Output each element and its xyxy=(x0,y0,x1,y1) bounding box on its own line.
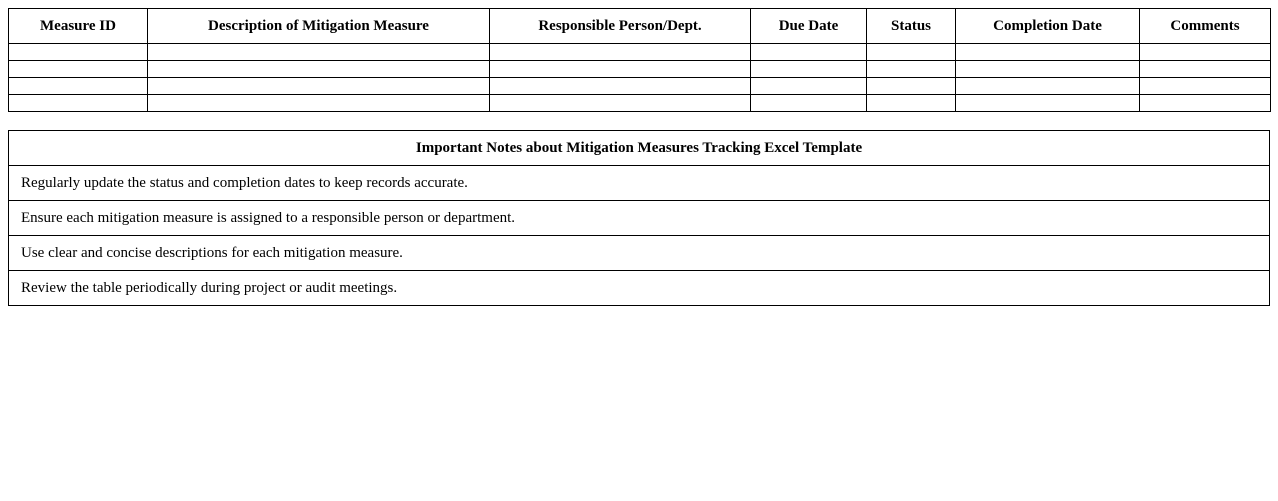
list-item xyxy=(9,166,1270,201)
table-cell[interactable] xyxy=(751,78,867,95)
note-text: Ensure each mitigation measure is assigned to a responsible person or department. xyxy=(9,201,1270,236)
table-cell[interactable] xyxy=(956,61,1140,78)
table-cell[interactable] xyxy=(148,61,490,78)
list-item xyxy=(9,271,1270,306)
list-item xyxy=(9,236,1270,271)
table-cell[interactable] xyxy=(9,95,148,112)
note-text: Review the table periodically during project or audit meetings. xyxy=(9,271,1270,306)
table-cell[interactable] xyxy=(867,78,956,95)
table-cell[interactable] xyxy=(1140,61,1271,78)
table-cell[interactable] xyxy=(1140,44,1271,61)
table-cell[interactable] xyxy=(956,78,1140,95)
column-header-comments: Comments xyxy=(1140,9,1271,44)
table-header-row xyxy=(9,9,1271,44)
table-cell[interactable] xyxy=(867,95,956,112)
table-cell[interactable] xyxy=(956,95,1140,112)
note-text: Regularly update the status and completion dates to keep records accurate. xyxy=(9,166,1270,201)
notes-title: Important Notes about Mitigation Measures Tracking Excel Template xyxy=(9,131,1270,166)
column-header-responsible: Responsible Person/Dept. xyxy=(490,9,751,44)
table-cell[interactable] xyxy=(148,95,490,112)
table-cell[interactable] xyxy=(490,95,751,112)
table-cell[interactable] xyxy=(490,78,751,95)
table-cell[interactable] xyxy=(1140,95,1271,112)
table-cell[interactable] xyxy=(9,78,148,95)
table-cell[interactable] xyxy=(1140,78,1271,95)
table-cell[interactable] xyxy=(490,61,751,78)
table-cell[interactable] xyxy=(867,44,956,61)
table-row xyxy=(9,78,1271,95)
list-item xyxy=(9,201,1270,236)
column-header-description: Description of Mitigation Measure xyxy=(148,9,490,44)
document-body xyxy=(8,8,1270,306)
table-cell[interactable] xyxy=(148,44,490,61)
table-row xyxy=(9,44,1271,61)
column-header-measure-id: Measure ID xyxy=(9,9,148,44)
table-cell[interactable] xyxy=(751,44,867,61)
table-cell[interactable] xyxy=(9,44,148,61)
table-cell[interactable] xyxy=(490,44,751,61)
notes-header-row xyxy=(9,131,1270,166)
mitigation-tracking-table xyxy=(8,8,1271,112)
column-header-completion-date: Completion Date xyxy=(956,9,1140,44)
table-cell[interactable] xyxy=(9,61,148,78)
table-cell[interactable] xyxy=(751,61,867,78)
table-cell[interactable] xyxy=(148,78,490,95)
column-header-due-date: Due Date xyxy=(751,9,867,44)
table-row xyxy=(9,61,1271,78)
table-row xyxy=(9,95,1271,112)
table-cell[interactable] xyxy=(751,95,867,112)
important-notes-table xyxy=(8,130,1270,306)
column-header-status: Status xyxy=(867,9,956,44)
table-cell[interactable] xyxy=(956,44,1140,61)
table-cell[interactable] xyxy=(867,61,956,78)
note-text: Use clear and concise descriptions for each mitigation measure. xyxy=(9,236,1270,271)
